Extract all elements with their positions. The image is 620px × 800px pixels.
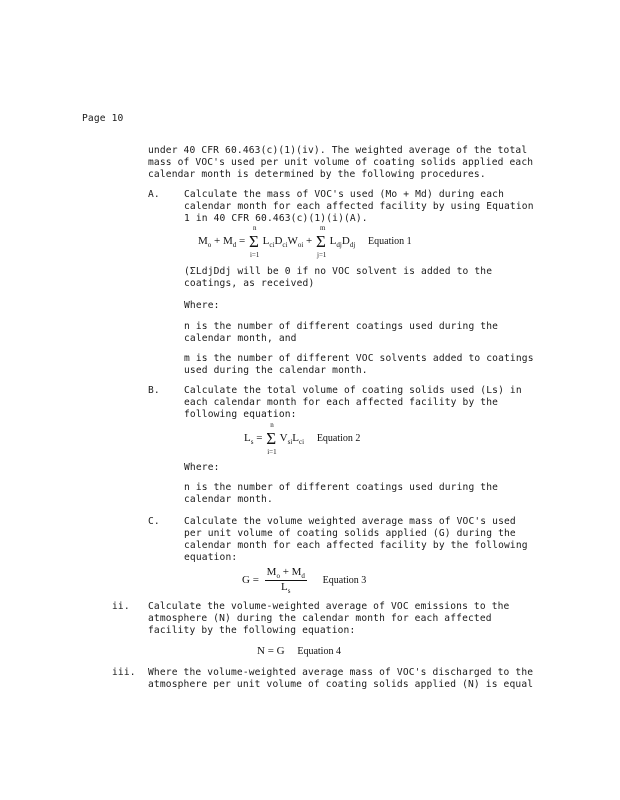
equation-4-text: N = G [257,645,285,657]
definition-line: n is the number of different coatings used during the [184,482,499,493]
item-c-line: Calculate the volume weighted average mass of VOC's used [184,516,516,527]
definition-line: m is the number of different VOC solvents added to coatings [184,353,534,364]
definition-line: used during the calendar month. [184,365,368,376]
equation-4 [257,645,341,657]
item-ii-line: atmosphere (N) during the calendar month for each affected [148,613,492,624]
equation-1-label: Equation 1 [368,236,412,247]
definition-line: calendar month, and [184,333,297,344]
note-line: (ΣLdjDdj will be 0 if no VOC solvent is added to the [184,266,493,277]
item-iii-line: Where the volume-weighted average mass of VOC's discharged to the [148,667,534,678]
item-iii-marker: iii. [112,667,136,678]
definition-line: calendar month. [184,494,273,505]
item-a-marker: A. [148,189,160,200]
equation-4-label: Equation 4 [297,646,341,657]
item-a-line: Calculate the mass of VOC's used (Mo + Md) during each [184,189,504,200]
equation-3: G = $\frac{M_o + M_d}{L_s}$ Equation 3 [242,566,367,596]
item-ii-line: Calculate the volume-weighted average of VOC emissions to the [148,601,510,612]
item-iii-line: atmosphere per unit volume of coating solids applied (N) is equal [148,679,534,690]
item-a-line: calendar month for each affected facility by using Equation [184,201,534,212]
page-number: Page 10 [82,113,124,124]
where-label: Where: [184,462,220,473]
item-c-line: equation: [184,552,238,563]
intro-line: under 40 CFR 60.463(c)(1)(iv). The weighted average of the total [148,145,528,156]
item-ii-marker: ii. [112,601,130,612]
note-line: coatings, as received) [184,278,315,289]
item-a-line: 1 in 40 CFR 60.463(c)(1)(i)(A). [184,213,368,224]
item-ii-line: facility by the following equation: [148,625,356,636]
intro-line: calendar month is determined by the following procedures. [148,169,486,180]
item-b-line: following equation: [184,409,297,420]
where-label: Where: [184,300,220,311]
intro-line: mass of VOC's used per unit volume of coating solids applied each [148,157,534,168]
item-b-marker: B. [148,385,160,396]
equation-1: $M_o + M_d$ = n Σ i=1 $L_{ci}D_{ci}W_{oi}$ + m Σ j=1 $L_{dj}D_{dj}$ Equation 1 [198,224,412,259]
equation-3-label: Equation 3 [322,575,367,587]
item-c-line: calendar month for each affected facility by the following [184,540,528,551]
equation-2: $L_s$ = n Σ i=1 $V_{si}L_{ci}$ Equation 2 [244,421,361,456]
item-b-line: each calendar month for each affected facility by the [184,397,499,408]
equation-2-label: Equation 2 [316,433,361,444]
item-c-line: per unit volume of coating solids applied (G) during the [184,528,516,539]
item-c-marker: C. [148,516,160,527]
definition-line: n is the number of different coatings used during the [184,321,499,332]
item-b-line: Calculate the total volume of coating solids used (Ls) in [184,385,522,396]
